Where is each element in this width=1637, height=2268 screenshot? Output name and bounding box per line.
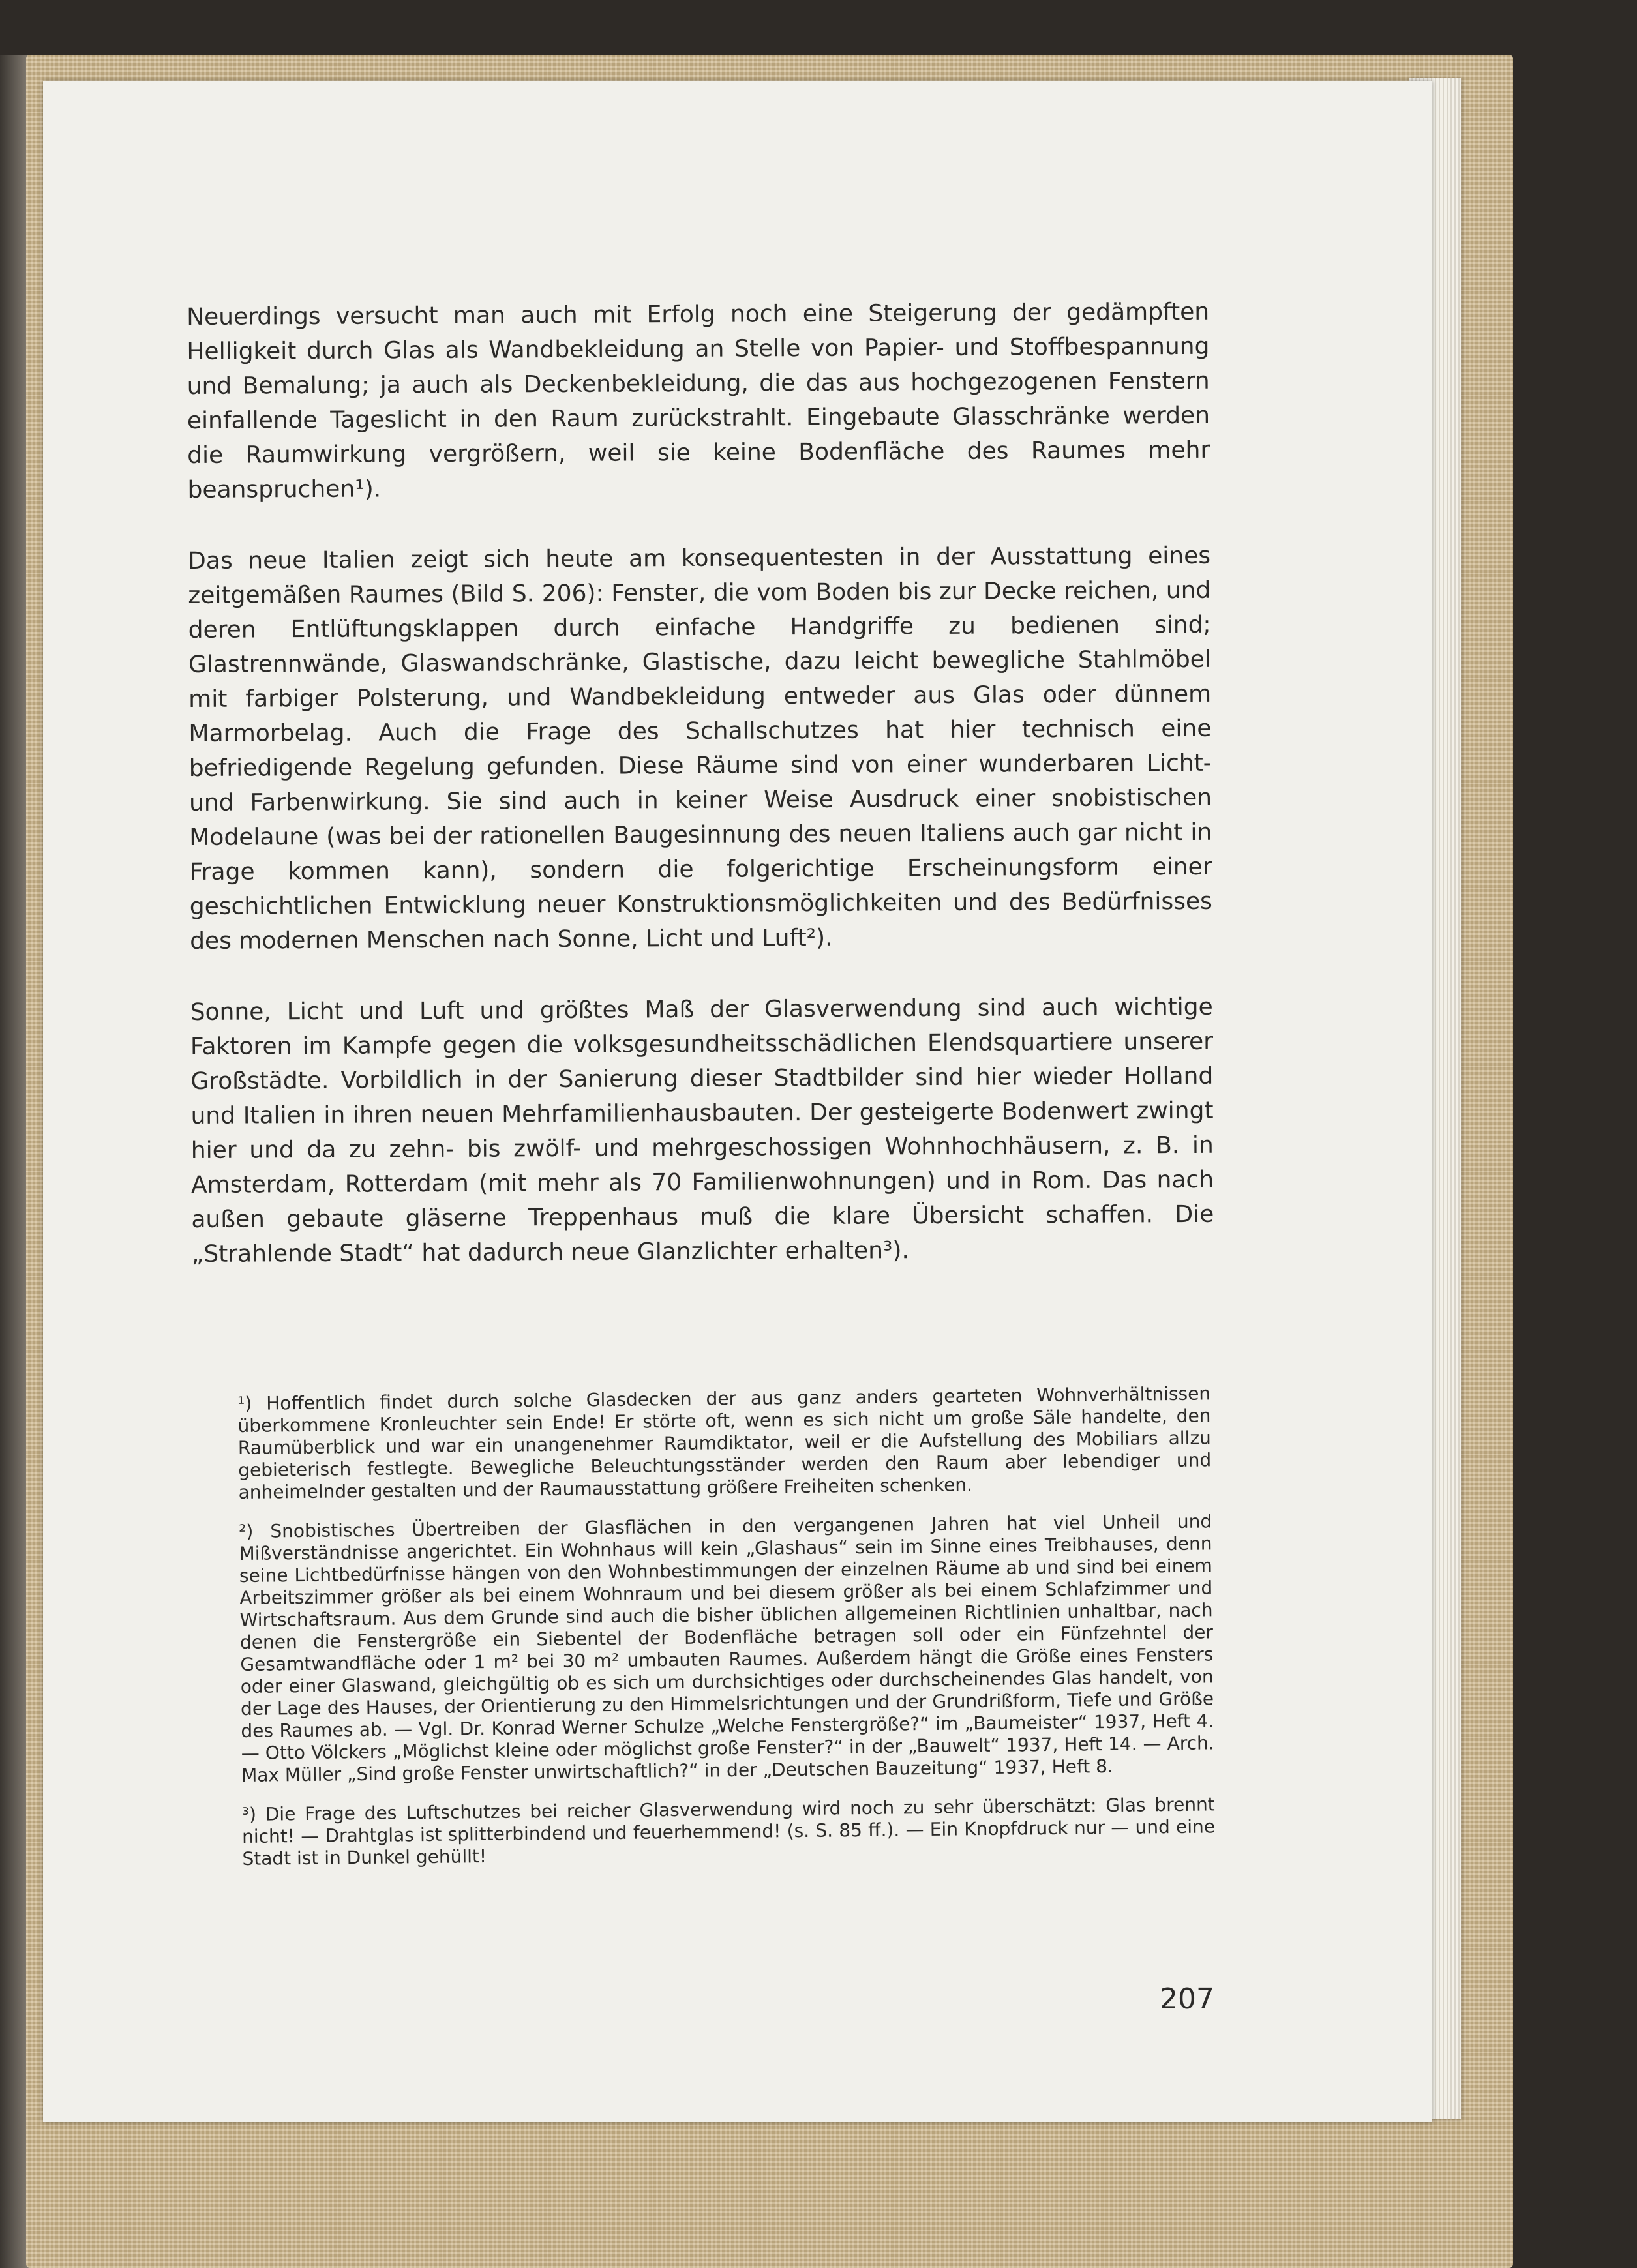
book-page: [43, 81, 1432, 2122]
footnotes: [237, 1382, 1216, 1887]
main-text: [187, 295, 1214, 1308]
footnote-2: ²) Snobistisches Übertreiben der Glasflächen in den vergangenen Jahren hat viel Unheil und Mißverständnisse angerichtet. Ein Wohnhaus will kein „Glashaus“ sein im Sinne eines Treibhauses, denn seine Lichtbedürfnisse hängen von den Wohnbestimmungen der einzelnen Räume ab und sind bei einem Arbeitszimmer größer als bei einem Wohnraum und bei diesem größer als bei einem Schlafzimmer und Wirtschaftsraum. Aus dem Grunde sind auch die bisher üblichen allgemeinen Richtlinien unhaltbar, nach denen die Fenstergröße ein Siebentel der Bodenfläche betragen soll oder ein Fünfzehntel der Gesamtwandfläche oder 1 m² bei 30 m² umbauten Raumes. Außerdem hängt die Größe eines Fensters oder einer Glaswand, gleichgültig ob es sich um durchsichtiges oder durchscheinendes Glas handelt, von der Lage des Hauses, der Orientierung zu den Himmelsrichtungen und der Grundrißform, Tiefe und Größe des Raumes ab. — Vgl. Dr. Konrad Werner Schulze „Welche Fenstergröße?“ im „Baumeister“ 1937, Heft 4. — Otto Völckers „Möglichst kleine oder möglichst große Fenster?“ in der „Bauwelt“ 1937, Heft 14. — Arch. Max Müller „Sind große Fenster unwirtschaftlich?“ in der „Deutschen Bauzeitung“ 1937, Heft 8.: [239, 1510, 1214, 1786]
paragraph-3: Sonne, Licht und Luft und größtes Maß der Glasverwendung sind auch wichtige Faktoren im Kampfe gegen die volksgesundheitsschädlichen Elendsquartiere unserer Großstädte. Vorbildlich in der Sanierung dieser Stadtbilder sind hier wieder Holland und Italien in ihren neuen Mehrfamilienhausbauten. Der gesteigerte Bodenwert zwingt hier und da zu zehn- bis zwölf- und mehrgeschossigen Wohnhochhäusern, z. B. in Amsterdam, Rotterdam (mit mehr als 70 Familienwohnungen) und in Rom. Das nach außen gebaute gläserne Treppenhaus muß die klare Übersicht schaffen. Die „Strahlende Stadt“ hat dadurch neue Glanzlichter erhalten³).: [190, 993, 1214, 1268]
paragraph-1: Neuerdings versucht man auch mit Erfolg noch eine Steigerung der gedämpften Helligkeit durch Glas als Wandbekleidung an Stelle von Papier- und Stoffbespannung und Bemalung; ja auch als Deckenbekleidung, die das aus hochgezogenen Fenstern einfallende Tageslicht in den Raum zurückstrahlt. Eingebaute Glasschränke werden die Raumwirkung vergrößern, weil sie keine Bodenfläche des Raumes mehr beanspruchen¹).: [187, 298, 1210, 503]
page-number: 207: [1160, 1982, 1214, 2016]
footnote-1: ¹) Hoffentlich findet durch solche Glasdecken der aus ganz anders gearteten Wohnverhältnissen überkommene Kronleuchter sein Ende! Er störte oft, wenn es sich nicht um große Säle handelte, den Raumüberblick und war ein unangenehmer Raumdiktator, weil er die Aufstellung des Mobiliars allzu gebieterisch festlegte. Bewegliche Beleuchtungsständer werden den Raum aber lebendiger und anheimelnder gestalten und der Raumausstattung größere Freiheiten schenken.: [237, 1382, 1212, 1503]
footnote-3: ³) Die Frage des Luftschutzes bei reicher Glasverwendung wird noch zu sehr überschätzt: Glas brennt nicht! — Drahtglas ist splitterbindend und feuerhemmend! (s. S. 85 ff.). — Ein Knopfdruck nur — und eine Stadt ist in Dunkel gehüllt!: [241, 1793, 1216, 1870]
paragraph-2: Das neue Italien zeigt sich heute am konsequentesten in der Ausstattung eines zeitgemäßen Raumes (Bild S. 206): Fenster, die vom Boden bis zur Decke reichen, und deren Entlüftungsklappen durch einfache Handgriffe zu bedienen sind; Glastrennwände, Glaswandschränke, Glastische, dazu leicht bewegliche Stahlmöbel mit farbiger Polsterung, und Wandbekleidung entweder aus Glas oder dünnem Marmorbelag. Auch die Frage des Schallschutzes hat hier technisch eine befriedigende Regelung gefunden. Diese Räume sind von einer wunderbaren Licht- und Farbenwirkung. Sie sind auch in keiner Weise Ausdruck einer snobistischen Modelaune (was bei der rationellen Baugesinnung des neuen Italiens auch gar nicht in Frage kommen kann), sondern die folgerichtige Erscheinungsform einer geschichtlichen Entwicklung neuer Konstruktionsmöglichkeiten und des Bedürfnisses des modernen Menschen nach Sonne, Licht und Luft²).: [187, 542, 1212, 955]
